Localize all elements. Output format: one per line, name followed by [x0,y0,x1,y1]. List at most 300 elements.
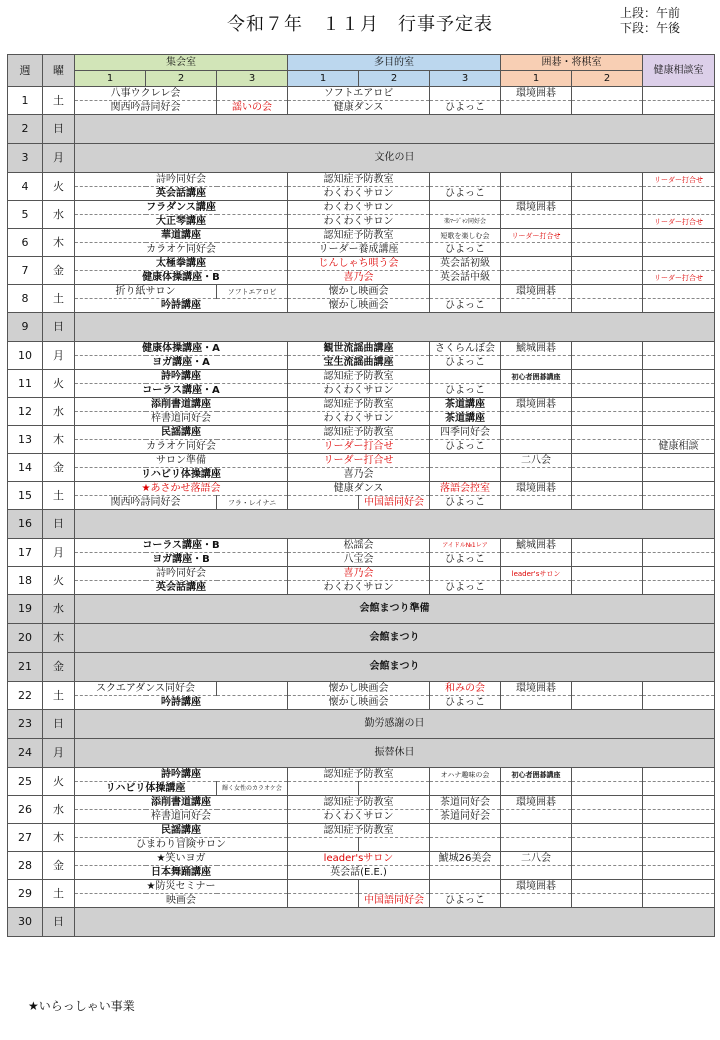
event-cell [501,257,572,271]
event-cell: ひよっこ [430,440,501,454]
schedule-row-am [8,824,715,838]
event-cell [643,257,715,271]
schedule-row-pm [8,299,715,313]
event-cell: コーラス講座・A [75,384,288,398]
day-of-week: 土 [43,285,75,313]
event-cell [501,866,572,880]
event-cell: 喜乃会 [288,271,430,285]
event-cell [572,810,643,824]
event-cell: 懐かし映画会 [288,285,430,299]
schedule-row-am [8,398,715,412]
event-cell: 日本舞踊講座 [75,866,288,880]
event-cell: 茶道同好会 [430,810,501,824]
event-cell [288,496,359,510]
event-cell [572,173,643,187]
event-cell: ★笑いヨガ [75,852,288,866]
event-cell [643,852,715,866]
schedule-row-pm [8,696,715,710]
event-cell: 二八会 [501,454,572,468]
schedule-row-pm [8,866,715,880]
event-cell: わくわくサロン [288,384,430,398]
schedule-row-pm [8,384,715,398]
event-cell: 初心者囲碁講座 [501,768,572,782]
schedule-row-pm [8,581,715,595]
event-cell: 環境囲碁 [501,201,572,215]
event-cell: 民謡講座 [75,824,288,838]
day-of-week: 木 [43,624,75,653]
header-tamokuteki-1: 1 [288,71,359,87]
event-cell [430,838,501,852]
event-cell [572,468,643,482]
event-cell [572,824,643,838]
event-cell: リーダー打合せ [501,229,572,243]
event-cell: 環境囲碁 [501,398,572,412]
event-cell [359,838,430,852]
event-cell: 懐かし映画会 [288,682,430,696]
event-cell: ひよっこ [430,696,501,710]
event-cell: スクエアダンス同好会 [75,682,217,696]
event-cell [572,229,643,243]
week-number: 10 [8,342,43,370]
event-cell: 和みの会 [430,682,501,696]
event-cell [501,271,572,285]
event-cell [572,87,643,101]
schedule-row-pm [8,810,715,824]
event-cell [572,257,643,271]
event-cell: 認知症予防教室 [288,370,430,384]
event-cell [643,285,715,299]
event-cell: 環境囲碁 [501,682,572,696]
event-cell [643,581,715,595]
event-cell: 環境囲碁 [501,87,572,101]
event-cell: わくわくサロン [288,201,430,215]
holiday-cell: 振替休日 [75,739,715,768]
schedule-row-am [8,796,715,810]
event-cell: わくわくサロン [288,810,430,824]
event-cell: 民謡講座 [75,426,288,440]
schedule-row-am [8,87,715,101]
schedule-row-pm [8,553,715,567]
day-of-week: 金 [43,454,75,482]
holiday-cell: 会館まつり [75,624,715,653]
day-of-week: 木 [43,824,75,852]
event-cell: 環境囲碁 [501,796,572,810]
event-cell: ひよっこ [430,299,501,313]
week-number: 19 [8,595,43,624]
header-tamokuteki-2: 2 [359,71,430,87]
event-cell [217,87,288,101]
event-cell [430,173,501,187]
day-of-week: 月 [43,144,75,173]
event-cell: コーラス講座・B [75,539,288,553]
schedule-row-pm [8,101,715,115]
schedule-row-pm [8,215,715,229]
event-cell: 環境囲碁 [501,482,572,496]
event-cell [572,567,643,581]
event-cell: 落語会控室 [430,482,501,496]
schedule-row [8,710,715,739]
event-cell [572,482,643,496]
event-cell [430,782,501,796]
week-number: 1 [8,87,43,115]
event-cell: 中国語同好会 [359,894,430,908]
schedule-row-pm [8,243,715,257]
holiday-cell [75,313,715,342]
event-cell: 英会話講座 [75,581,288,595]
event-cell: ひよっこ [430,384,501,398]
schedule-row-pm [8,468,715,482]
schedule-row-pm [8,412,715,426]
week-number: 7 [8,257,43,285]
week-number: 16 [8,510,43,539]
holiday-cell: 会館まつり準備 [75,595,715,624]
schedule-row-pm [8,496,715,510]
event-cell: 添削書道講座 [75,796,288,810]
event-cell: 梓書道同好会 [75,412,288,426]
event-cell [643,454,715,468]
week-number: 14 [8,454,43,482]
event-cell [572,852,643,866]
day-of-week: 木 [43,426,75,454]
day-of-week: 日 [43,710,75,739]
day-of-week: 日 [43,510,75,539]
event-cell: 大正琴講座 [75,215,288,229]
event-cell: さくらんぼ会 [430,342,501,356]
event-cell: 詩吟講座 [75,768,288,782]
header-shukai-2: 2 [146,71,217,87]
legend-pm: 下段：午後 [620,21,681,35]
header-kenko: 健康相談室 [643,55,715,87]
event-cell [501,553,572,567]
event-cell [572,271,643,285]
week-number: 18 [8,567,43,595]
week-number: 30 [8,908,43,937]
schedule-row-pm [8,440,715,454]
schedule-row [8,653,715,682]
week-number: 24 [8,739,43,768]
event-cell [643,187,715,201]
event-cell [501,299,572,313]
day-of-week: 金 [43,257,75,285]
event-cell: 折り紙サロン [75,285,217,299]
event-cell: リーダー養成講座 [288,243,430,257]
event-cell [643,496,715,510]
schedule-row-pm [8,271,715,285]
event-cell: 英会話中級 [430,271,501,285]
event-cell [643,810,715,824]
event-cell [643,567,715,581]
event-cell: 詩吟同好会 [75,173,288,187]
week-number: 2 [8,115,43,144]
event-cell: 喜乃会 [288,567,430,581]
event-cell [643,87,715,101]
event-cell: わくわくサロン [288,187,430,201]
schedule-row-am [8,768,715,782]
day-of-week: 土 [43,682,75,710]
schedule-row-am [8,370,715,384]
event-cell [643,539,715,553]
event-cell: 梓書道同好会 [75,810,288,824]
schedule-row-am [8,567,715,581]
header-igo-2: 2 [572,71,643,87]
event-cell: 健康体操講座・B [75,271,288,285]
day-of-week: 水 [43,201,75,229]
event-cell [430,201,501,215]
event-cell [572,201,643,215]
event-cell: 懐かし映画会 [288,696,430,710]
event-cell [572,454,643,468]
event-cell: 認知症予防教室 [288,426,430,440]
event-cell: 英会話講座 [75,187,288,201]
schedule-row-am [8,880,715,894]
page-title: 令和７年 １１月 行事予定表 [227,14,493,35]
event-cell [643,482,715,496]
event-cell: オハナ趣味の会 [430,768,501,782]
event-cell: 短歌を楽しむ会 [430,229,501,243]
schedule-row-am [8,426,715,440]
event-cell: 健康相談 [643,440,715,454]
event-cell: ソフトエアロビ [217,285,288,299]
day-of-week: 土 [43,482,75,510]
event-cell: 映画会 [75,894,288,908]
day-of-week: 日 [43,313,75,342]
day-of-week: 火 [43,173,75,201]
event-cell: わくわくサロン [288,412,430,426]
event-cell [288,880,359,894]
legend [620,6,680,36]
event-cell [643,426,715,440]
event-cell [572,880,643,894]
event-cell: 認知症予防教室 [288,796,430,810]
event-cell [501,581,572,595]
day-of-week: 月 [43,539,75,567]
event-cell [501,696,572,710]
schedule-row-am [8,852,715,866]
event-cell [572,342,643,356]
event-cell: 謡いの会 [217,101,288,115]
event-cell [643,838,715,852]
event-cell [572,553,643,567]
day-of-week: 金 [43,852,75,880]
event-cell [572,356,643,370]
event-cell [572,539,643,553]
event-cell [288,894,359,908]
header-day: 曜 [43,55,75,87]
event-cell [643,796,715,810]
week-number: 6 [8,229,43,257]
event-cell [430,370,501,384]
event-cell: ★あさかせ落語会 [75,482,288,496]
schedule-row-am [8,285,715,299]
event-cell: 詩吟講座 [75,370,288,384]
event-cell [572,426,643,440]
header-week: 週 [8,55,43,87]
event-cell: 二八会 [501,852,572,866]
header-shukai: 集会室 [75,55,288,71]
event-cell: 鯱城囲碁 [501,539,572,553]
week-number: 11 [8,370,43,398]
event-cell [501,894,572,908]
event-cell [643,299,715,313]
schedule-row-am [8,454,715,468]
event-cell: ひよっこ [430,553,501,567]
event-cell: 茶道講座 [430,398,501,412]
event-cell [501,824,572,838]
header-igo-1: 1 [501,71,572,87]
event-cell: ヨガ講座・B [75,553,288,567]
event-cell [359,782,430,796]
event-cell [643,243,715,257]
holiday-cell: 文化の日 [75,144,715,173]
event-cell [643,894,715,908]
event-cell [501,426,572,440]
week-number: 12 [8,398,43,426]
event-cell [643,824,715,838]
event-cell [430,567,501,581]
event-cell [572,243,643,257]
event-cell: 茶道講座 [430,412,501,426]
event-cell [572,370,643,384]
week-number: 21 [8,653,43,682]
legend-am: 上段：午前 [620,6,681,20]
schedule-row [8,144,715,173]
event-cell [501,187,572,201]
event-cell: 健康ダンス [288,482,430,496]
event-cell [572,440,643,454]
event-cell [643,782,715,796]
schedule-row-am [8,482,715,496]
holiday-cell: 勤労感謝の日 [75,710,715,739]
event-cell: 懐かし映画会 [288,299,430,313]
event-cell [572,101,643,115]
day-of-week: 火 [43,370,75,398]
event-cell: 太極拳講座 [75,257,288,271]
event-cell [501,384,572,398]
schedule-row-am [8,682,715,696]
event-cell [643,101,715,115]
event-cell: ヨガ講座・A [75,356,288,370]
event-cell [217,682,288,696]
event-cell [430,454,501,468]
event-cell: leader'sサロン [501,567,572,581]
event-cell: 中国語同好会 [359,496,430,510]
footnote: ★いらっしゃい事業 [28,999,135,1013]
event-cell [572,796,643,810]
event-cell: リハビリ体操講座 [75,468,288,482]
event-cell [501,468,572,482]
event-cell [572,412,643,426]
event-cell [430,824,501,838]
week-number: 13 [8,426,43,454]
week-number: 27 [8,824,43,852]
event-cell: ひよっこ [430,101,501,115]
holiday-cell: 会館まつり [75,653,715,682]
event-cell: 関西吟詩同好会 [75,496,217,510]
event-cell: ひよっこ [430,581,501,595]
event-cell: 認知症予防教室 [288,824,430,838]
event-cell [572,768,643,782]
header-shukai-1: 1 [75,71,146,87]
week-number: 15 [8,482,43,510]
event-cell [572,215,643,229]
event-cell [643,342,715,356]
day-of-week: 土 [43,880,75,908]
event-cell: 観世流謡曲講座 [288,342,430,356]
event-cell [501,412,572,426]
schedule-row [8,595,715,624]
event-cell: ひよっこ [430,356,501,370]
event-cell [501,101,572,115]
event-cell: カラオケ同好会 [75,440,288,454]
event-cell [643,696,715,710]
event-cell: サロン準備 [75,454,288,468]
event-cell [430,87,501,101]
event-cell: じんしゃち唄う会 [288,257,430,271]
schedule-row-pm [8,894,715,908]
event-cell [572,581,643,595]
day-of-week: 火 [43,768,75,796]
event-cell: 詩吟同好会 [75,567,288,581]
schedule-row-am [8,257,715,271]
event-cell: ひよっこ [430,187,501,201]
event-cell: カラオケ同好会 [75,243,288,257]
week-number: 4 [8,173,43,201]
event-cell [572,894,643,908]
holiday-cell [75,510,715,539]
day-of-week: 月 [43,739,75,768]
event-cell: 関西吟詩同好会 [75,101,217,115]
schedule-row [8,115,715,144]
schedule-row-am [8,229,715,243]
event-cell [572,299,643,313]
event-cell [501,243,572,257]
event-cell: 八事ウクレレ会 [75,87,217,101]
event-cell [501,440,572,454]
schedule-row-am [8,342,715,356]
event-cell: 宝生流謡曲講座 [288,356,430,370]
week-number: 26 [8,796,43,824]
week-number: 9 [8,313,43,342]
event-cell: 吟詩講座 [75,299,288,313]
header-tamokuteki: 多目的室 [288,55,501,71]
event-cell [643,768,715,782]
event-cell: 四季同好会 [430,426,501,440]
event-cell [643,370,715,384]
week-number: 5 [8,201,43,229]
day-of-week: 土 [43,87,75,115]
event-cell: 認知症予防教室 [288,173,430,187]
schedule-table [7,54,715,937]
header-shukai-3: 3 [217,71,288,87]
event-cell: わくわくサロン [288,581,430,595]
event-cell [643,398,715,412]
event-cell [643,866,715,880]
event-cell [501,215,572,229]
event-cell: わくわくサロン [288,215,430,229]
event-cell: リハビリ体操講座 [75,782,217,796]
schedule-row-am [8,201,715,215]
event-cell [501,496,572,510]
event-cell: 初心者囲碁講座 [501,370,572,384]
event-cell [643,412,715,426]
day-of-week: 木 [43,229,75,257]
event-cell: 鯱城26美会 [430,852,501,866]
event-cell [643,384,715,398]
event-cell: 鯱城囲碁 [501,342,572,356]
week-number: 17 [8,539,43,567]
schedule-row-pm [8,187,715,201]
week-number: 23 [8,710,43,739]
